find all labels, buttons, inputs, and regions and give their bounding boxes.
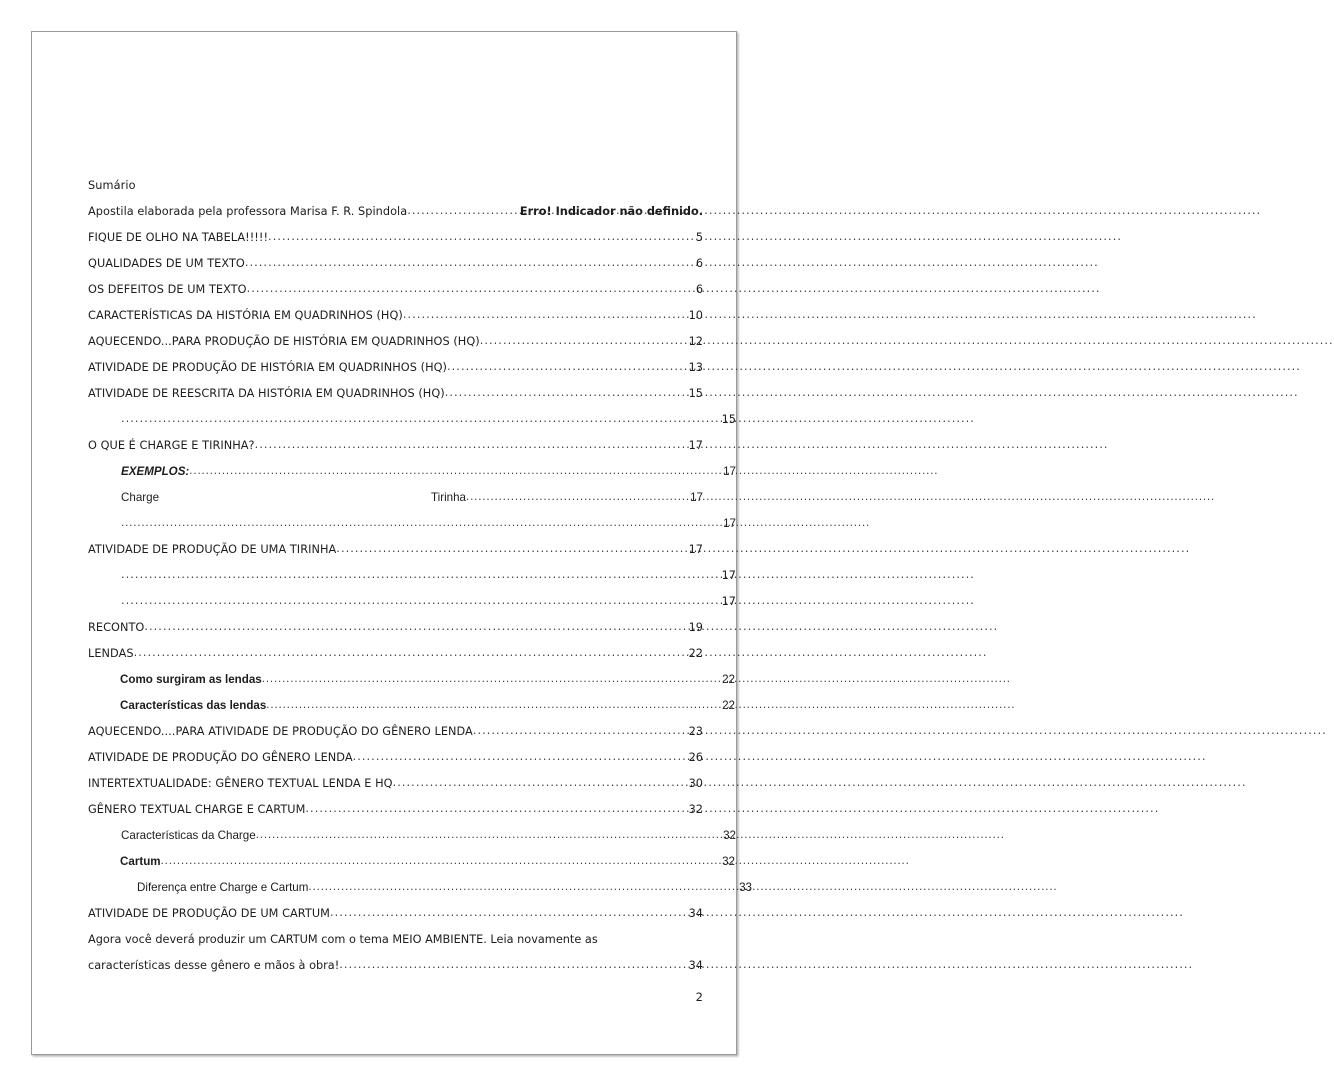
leader-dots bbox=[189, 458, 717, 484]
leader-dots bbox=[393, 770, 684, 796]
leader-dots bbox=[407, 198, 517, 224]
toc-entry-label: Como surgiram as lendas bbox=[120, 673, 262, 686]
toc-entry[interactable] bbox=[88, 693, 735, 719]
leader-dots bbox=[134, 640, 684, 666]
leader-dots bbox=[255, 432, 684, 458]
toc-entry[interactable] bbox=[88, 667, 735, 693]
final-paragraph-line-1: Agora você deverá produzir um CARTUM com o tema MEIO AMBIENTE. Leia novamente as bbox=[88, 933, 598, 946]
toc-entry[interactable] bbox=[88, 849, 735, 875]
toc-entry[interactable] bbox=[88, 563, 736, 589]
toc-entry[interactable] bbox=[88, 771, 703, 797]
toc-entry-label: FIQUE DE OLHO NA TABELA!!!!! bbox=[88, 231, 269, 244]
leader-dots bbox=[353, 744, 684, 770]
toc-entry-page-number: 17 bbox=[688, 439, 703, 452]
toc-entry-page-number: 22 bbox=[688, 647, 703, 660]
toc-entry-page-number: 34 bbox=[688, 959, 703, 972]
toc-entry-label: ATIVIDADE DE PRODUÇÃO DE UM CARTUM bbox=[88, 907, 330, 920]
leader-dots bbox=[256, 822, 717, 848]
toc-entry[interactable] bbox=[88, 381, 703, 407]
toc-entry-label: Características das lendas bbox=[120, 699, 267, 712]
toc-entry[interactable] bbox=[88, 797, 703, 823]
toc-entry-group-b bbox=[88, 459, 736, 485]
leader-dots bbox=[247, 276, 684, 302]
leader-dots bbox=[473, 718, 684, 744]
table-of-contents bbox=[88, 173, 752, 979]
toc-entry[interactable] bbox=[88, 251, 703, 277]
toc-entry-charge-tirinha[interactable] bbox=[88, 485, 703, 511]
toc-entry-page-number: Erro! Indicador não definido. bbox=[519, 205, 703, 218]
toc-entry-page-number: 26 bbox=[688, 751, 703, 764]
leader-dots bbox=[144, 614, 684, 640]
toc-entry[interactable] bbox=[88, 719, 703, 745]
toc-entry-page-number: 34 bbox=[688, 907, 703, 920]
toc-entry[interactable] bbox=[88, 901, 703, 927]
toc-entry-page-number: 13 bbox=[688, 361, 703, 374]
leader-dots bbox=[445, 380, 684, 406]
toc-entry-group-a bbox=[88, 199, 736, 459]
toc-entry-page-number: 17 bbox=[723, 465, 736, 478]
toc-entry[interactable] bbox=[88, 303, 703, 329]
toc-entry-page-number: 30 bbox=[688, 777, 703, 790]
toc-entry-label: GÊNERO TEXTUAL CHARGE E CARTUM bbox=[88, 803, 306, 816]
toc-entry[interactable] bbox=[88, 823, 736, 849]
leader-dots bbox=[266, 692, 716, 718]
leader-dots bbox=[121, 406, 717, 432]
toc-entry-page-number: 15 bbox=[688, 387, 703, 400]
toc-entry-page-number: 32 bbox=[722, 855, 735, 868]
leader-dots bbox=[336, 536, 684, 562]
toc-entry-label-tirinha: Tirinha bbox=[431, 491, 467, 504]
toc-entry-label: ATIVIDADE DE PRODUÇÃO DO GÊNERO LENDA bbox=[88, 751, 353, 764]
leader-dots bbox=[480, 328, 684, 354]
final-paragraph-line-2: características desse gênero e mãos à obra! bbox=[88, 959, 340, 972]
toc-entry[interactable] bbox=[88, 459, 736, 485]
leader-dots bbox=[447, 354, 684, 380]
toc-entry-label: RECONTO bbox=[88, 621, 145, 634]
toc-entry-label: INTERTEXTUALIDADE: GÊNERO TEXTUAL LENDA E HQ bbox=[88, 777, 393, 790]
toc-entry-page-number: 6 bbox=[695, 257, 703, 270]
toc-entry-page-number: 22 bbox=[722, 699, 735, 712]
toc-entry-label: LENDAS bbox=[88, 647, 134, 660]
toc-entry-label: ATIVIDADE DE PRODUÇÃO DE HISTÓRIA EM QUADRINHOS (HQ) bbox=[88, 361, 448, 374]
toc-entry[interactable] bbox=[88, 615, 703, 641]
toc-entry-label: Características da Charge bbox=[121, 829, 256, 842]
toc-entry-label: CARACTERÍSTICAS DA HISTÓRIA EM QUADRINHOS (HQ) bbox=[88, 309, 403, 322]
toc-entry-label: ATIVIDADE DE REESCRITA DA HISTÓRIA EM QUADRINHOS (HQ) bbox=[88, 387, 445, 400]
toc-entry[interactable] bbox=[88, 511, 736, 537]
toc-entry-group-c bbox=[88, 511, 752, 927]
toc-entry[interactable] bbox=[88, 225, 703, 251]
toc-entry-page-number: 17 bbox=[690, 491, 703, 504]
toc-entry[interactable] bbox=[88, 277, 703, 303]
toc-entry-label: Apostila elaborada pela professora Marisa F. R. Spindola bbox=[88, 205, 408, 218]
toc-entry-page-number: 19 bbox=[688, 621, 703, 634]
toc-entry-label: ATIVIDADE DE PRODUÇÃO DE UMA TIRINHA bbox=[88, 543, 337, 556]
toc-entry-label: EXEMPLOS: bbox=[121, 465, 190, 478]
leader-dots bbox=[305, 796, 684, 822]
toc-entry-page-number: 23 bbox=[688, 725, 703, 738]
leader-dots bbox=[161, 848, 716, 874]
toc-entry[interactable] bbox=[88, 875, 752, 901]
toc-entry[interactable] bbox=[88, 329, 703, 355]
leader-dots bbox=[330, 900, 684, 926]
toc-entry-page-number: 10 bbox=[688, 309, 703, 322]
toc-entry-page-number: 22 bbox=[722, 673, 735, 686]
leader-dots bbox=[245, 250, 684, 276]
toc-entry-label-charge: Charge bbox=[121, 491, 160, 504]
page-title: Sumário bbox=[88, 179, 136, 192]
leader-dots bbox=[268, 224, 684, 250]
toc-entry-page-number: 17 bbox=[721, 595, 736, 608]
document-page bbox=[31, 31, 752, 1055]
toc-entry-label: QUALIDADES DE UM TEXTO bbox=[88, 257, 245, 270]
toc-entry-page-number: 6 bbox=[695, 283, 703, 296]
toc-entry-label: O QUE É CHARGE E TIRINHA? bbox=[88, 439, 255, 452]
toc-entry[interactable] bbox=[88, 745, 703, 771]
toc-entry-page-number: 32 bbox=[688, 803, 703, 816]
toc-entry[interactable] bbox=[88, 199, 703, 225]
toc-entry-label: Cartum bbox=[120, 855, 161, 868]
toc-entry[interactable] bbox=[88, 537, 703, 563]
toc-entry[interactable] bbox=[88, 433, 703, 459]
toc-entry-label: Diferença entre Charge e Cartum bbox=[137, 881, 309, 894]
leader-dots bbox=[466, 484, 684, 510]
toc-entry-label: AQUECENDO....PARA ATIVIDADE DE PRODUÇÃO DO GÊNERO LENDA bbox=[88, 725, 473, 738]
toc-entry-page-number: 17 bbox=[723, 517, 736, 530]
toc-entry[interactable] bbox=[88, 407, 736, 433]
toc-entry-page-number: 15 bbox=[721, 413, 736, 426]
footer-page-number: 2 bbox=[695, 990, 703, 1004]
toc-entry[interactable] bbox=[88, 355, 703, 381]
toc-entry-label: AQUECENDO...PARA PRODUÇÃO DE HISTÓRIA EM QUADRINHOS (HQ) bbox=[88, 335, 480, 348]
leader-dots bbox=[308, 874, 733, 900]
leader-dots bbox=[339, 952, 684, 978]
toc-entry-page-number: 32 bbox=[723, 829, 736, 842]
leader-dots bbox=[121, 588, 717, 614]
leader-dots bbox=[121, 510, 717, 536]
leader-dots bbox=[262, 666, 716, 692]
toc-entry-final-paragraph[interactable] bbox=[88, 927, 703, 979]
toc-entry-page-number: 17 bbox=[688, 543, 703, 556]
toc-entry-page-number: 17 bbox=[721, 569, 736, 582]
toc-entry-page-number: 12 bbox=[688, 335, 703, 348]
leader-dots bbox=[121, 562, 717, 588]
toc-entry[interactable] bbox=[88, 641, 703, 667]
toc-entry[interactable] bbox=[88, 589, 736, 615]
leader-dots bbox=[403, 302, 684, 328]
toc-entry-label: OS DEFEITOS DE UM TEXTO bbox=[88, 283, 247, 296]
toc-entry-page-number: 33 bbox=[739, 881, 752, 894]
toc-entry-page-number: 5 bbox=[695, 231, 703, 244]
